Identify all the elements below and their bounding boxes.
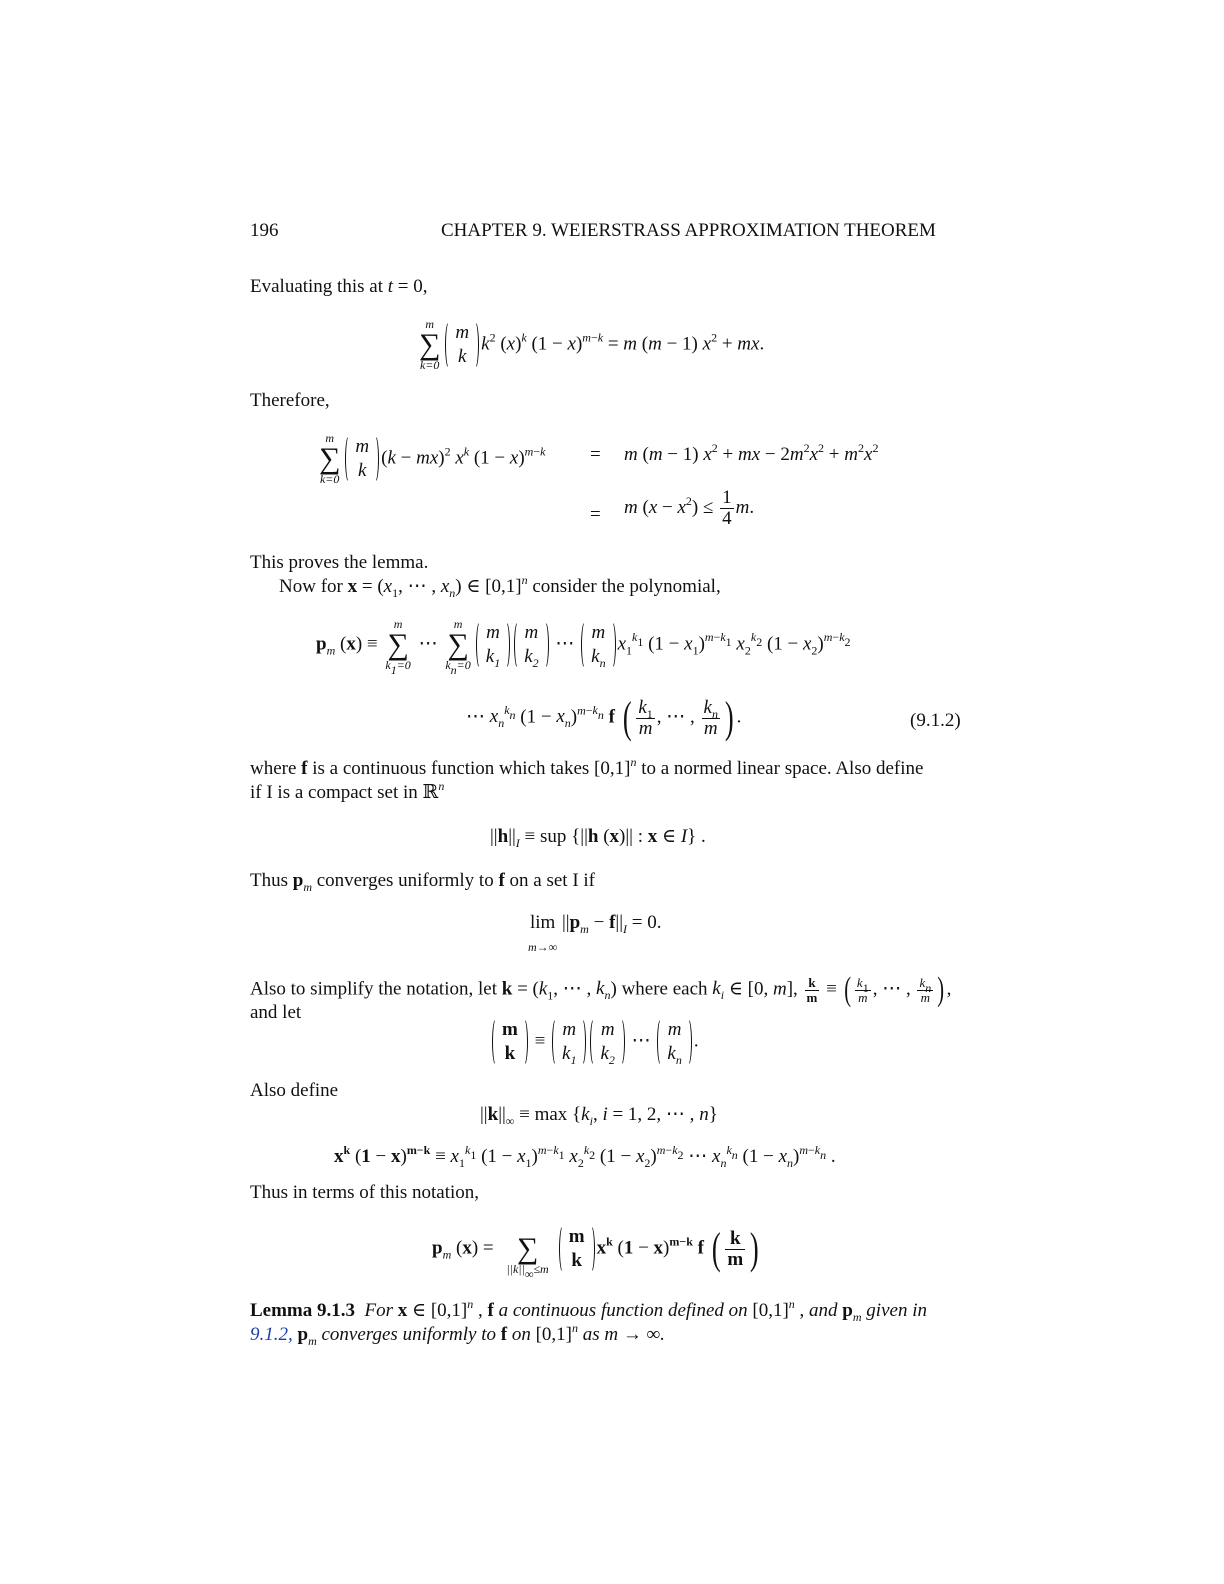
lemma-statement-line1: Lemma 9.1.3 For x ∈ $[0,1]^n$ , f a continuous function defined on $[0,1]^n$ , and $p_m$ given in [250,1297,927,1324]
equation-polynomial-line2: ⋯ $x_n^{k_n}$ $(1 - x_n)^{m-k_n}$ f ( $\frac{k_1}{m}$ , ⋯ , $\frac{k_n}{m}$ ) . [466,693,742,742]
equation-polynomial-line1: $p_m$ (x) ≡ m ∑ $k_1=0$ ⋯ m ∑ $k_n=0$ m $k_1$ m $k_2$ ⋯ m $k_n$ $x_1^{k_1}$ $(1 - x_1)^{m-k_1}$ $x_2^{k_2}$ $(1 - x_2)^{m-k_2}$ [316,617,851,677]
equation-multi-power: $x^k$ $(1 - x)^{m-k} \equiv x_1^{k_1}$ $(1 - x_1)^{m-k_1}$ $x_2^{k_2}$ $(1 - x_2)^{m-k_2}$ ⋯ $x_n^{k_n}$ $(1 - x_n)^{m-k_n}$ . [334,1143,836,1170]
equals-sign-1: = [590,444,601,465]
page-number: 196 [250,220,279,241]
equation-variance-line1: m ∑ k=0 m k (k − mx)$^2$ $x^k$ $(1 - x)^{m-k}$ [319,431,546,486]
running-title: CHAPTER 9. WEIERSTRASS APPROXIMATION THEOREM [441,220,936,241]
paragraph-in-terms: Thus in terms of this notation, [250,1182,480,1203]
equation-polynomial-compact: $p_m$ (x) = ∑ $||k||_\infty\le m$ m k $x^k$ $(1 - x)^{m-k}$ f ( $\frac{k}{m}$ ) [432,1224,759,1281]
equation-sum-k2: m ∑ k=0 m k $k^2$ $(x)^k$ $(1 - x)^{m-k} = m$ (m − 1) $x^2$ + mx. [419,317,765,372]
equals-sign-2: = [590,504,601,525]
paragraph-now-for: Now for $x = (x_1$, ⋯ , $x_n$) ∈ $[0,1]^n$ consider the polynomial, [279,573,721,600]
paragraph-therefore: Therefore, [250,390,330,411]
equation-sup-norm: $||h||_I$ ≡ sup {||h (x)|| : x ∈ I} . [490,826,706,850]
paragraph-converges: Thus $p_m$ converges uniformly to f on a set I if [250,870,596,894]
equation-variance-rhs1: m (m − 1) $x^2$ + mx − $2m^2x^2 + m^2x^2$ [624,441,879,465]
equation-limit: lim m→∞ $||p_m - f||_I = 0$. [528,912,662,954]
equation-multi-binomial: m k ≡ m $k_1$ m $k_2$ ⋯ m $k_n$ . [490,1018,699,1066]
paragraph-and-let: and let [250,1002,302,1023]
paragraph-where-f: where f is a continuous function which takes $[0,1]^n$ to a normed linear space. Also define [250,755,924,779]
paragraph-evaluating: Evaluating this at t = 0, [250,276,428,297]
lemma-statement-line2: 9.1.2, $p_m$ converges uniformly to f on $[0,1]^n$ as m → ∞. [250,1321,665,1348]
equation-max-norm: $||k||_\infty \equiv \max \{k_i$, i = 1, 2, ⋯ , n} [480,1104,718,1128]
paragraph-also-define: Also define [250,1080,339,1101]
paragraph-proves-lemma: This proves the lemma. [250,552,429,573]
paragraph-simplify-notation: Also to simplify the notation, let $k = (k_1$, ⋯ , $k_n$) where each $k_i$ ∈ [0, m], $\frac{k}{m}$ ≡ ( $\frac{k_1}{m}$ , ⋯ , $\frac{k_n}{m}$ ) , [250,971,952,1008]
paragraph-compact-set: if I is a compact set in ℝ$^n$ [250,779,445,803]
equation-number: (9.1.2) [910,710,961,731]
equation-reference-link[interactable]: 9.1.2, [250,1324,293,1345]
equation-variance-rhs2: m $(x - x^2)$ ≤ $\frac{1}{4}$ m. [624,487,755,529]
